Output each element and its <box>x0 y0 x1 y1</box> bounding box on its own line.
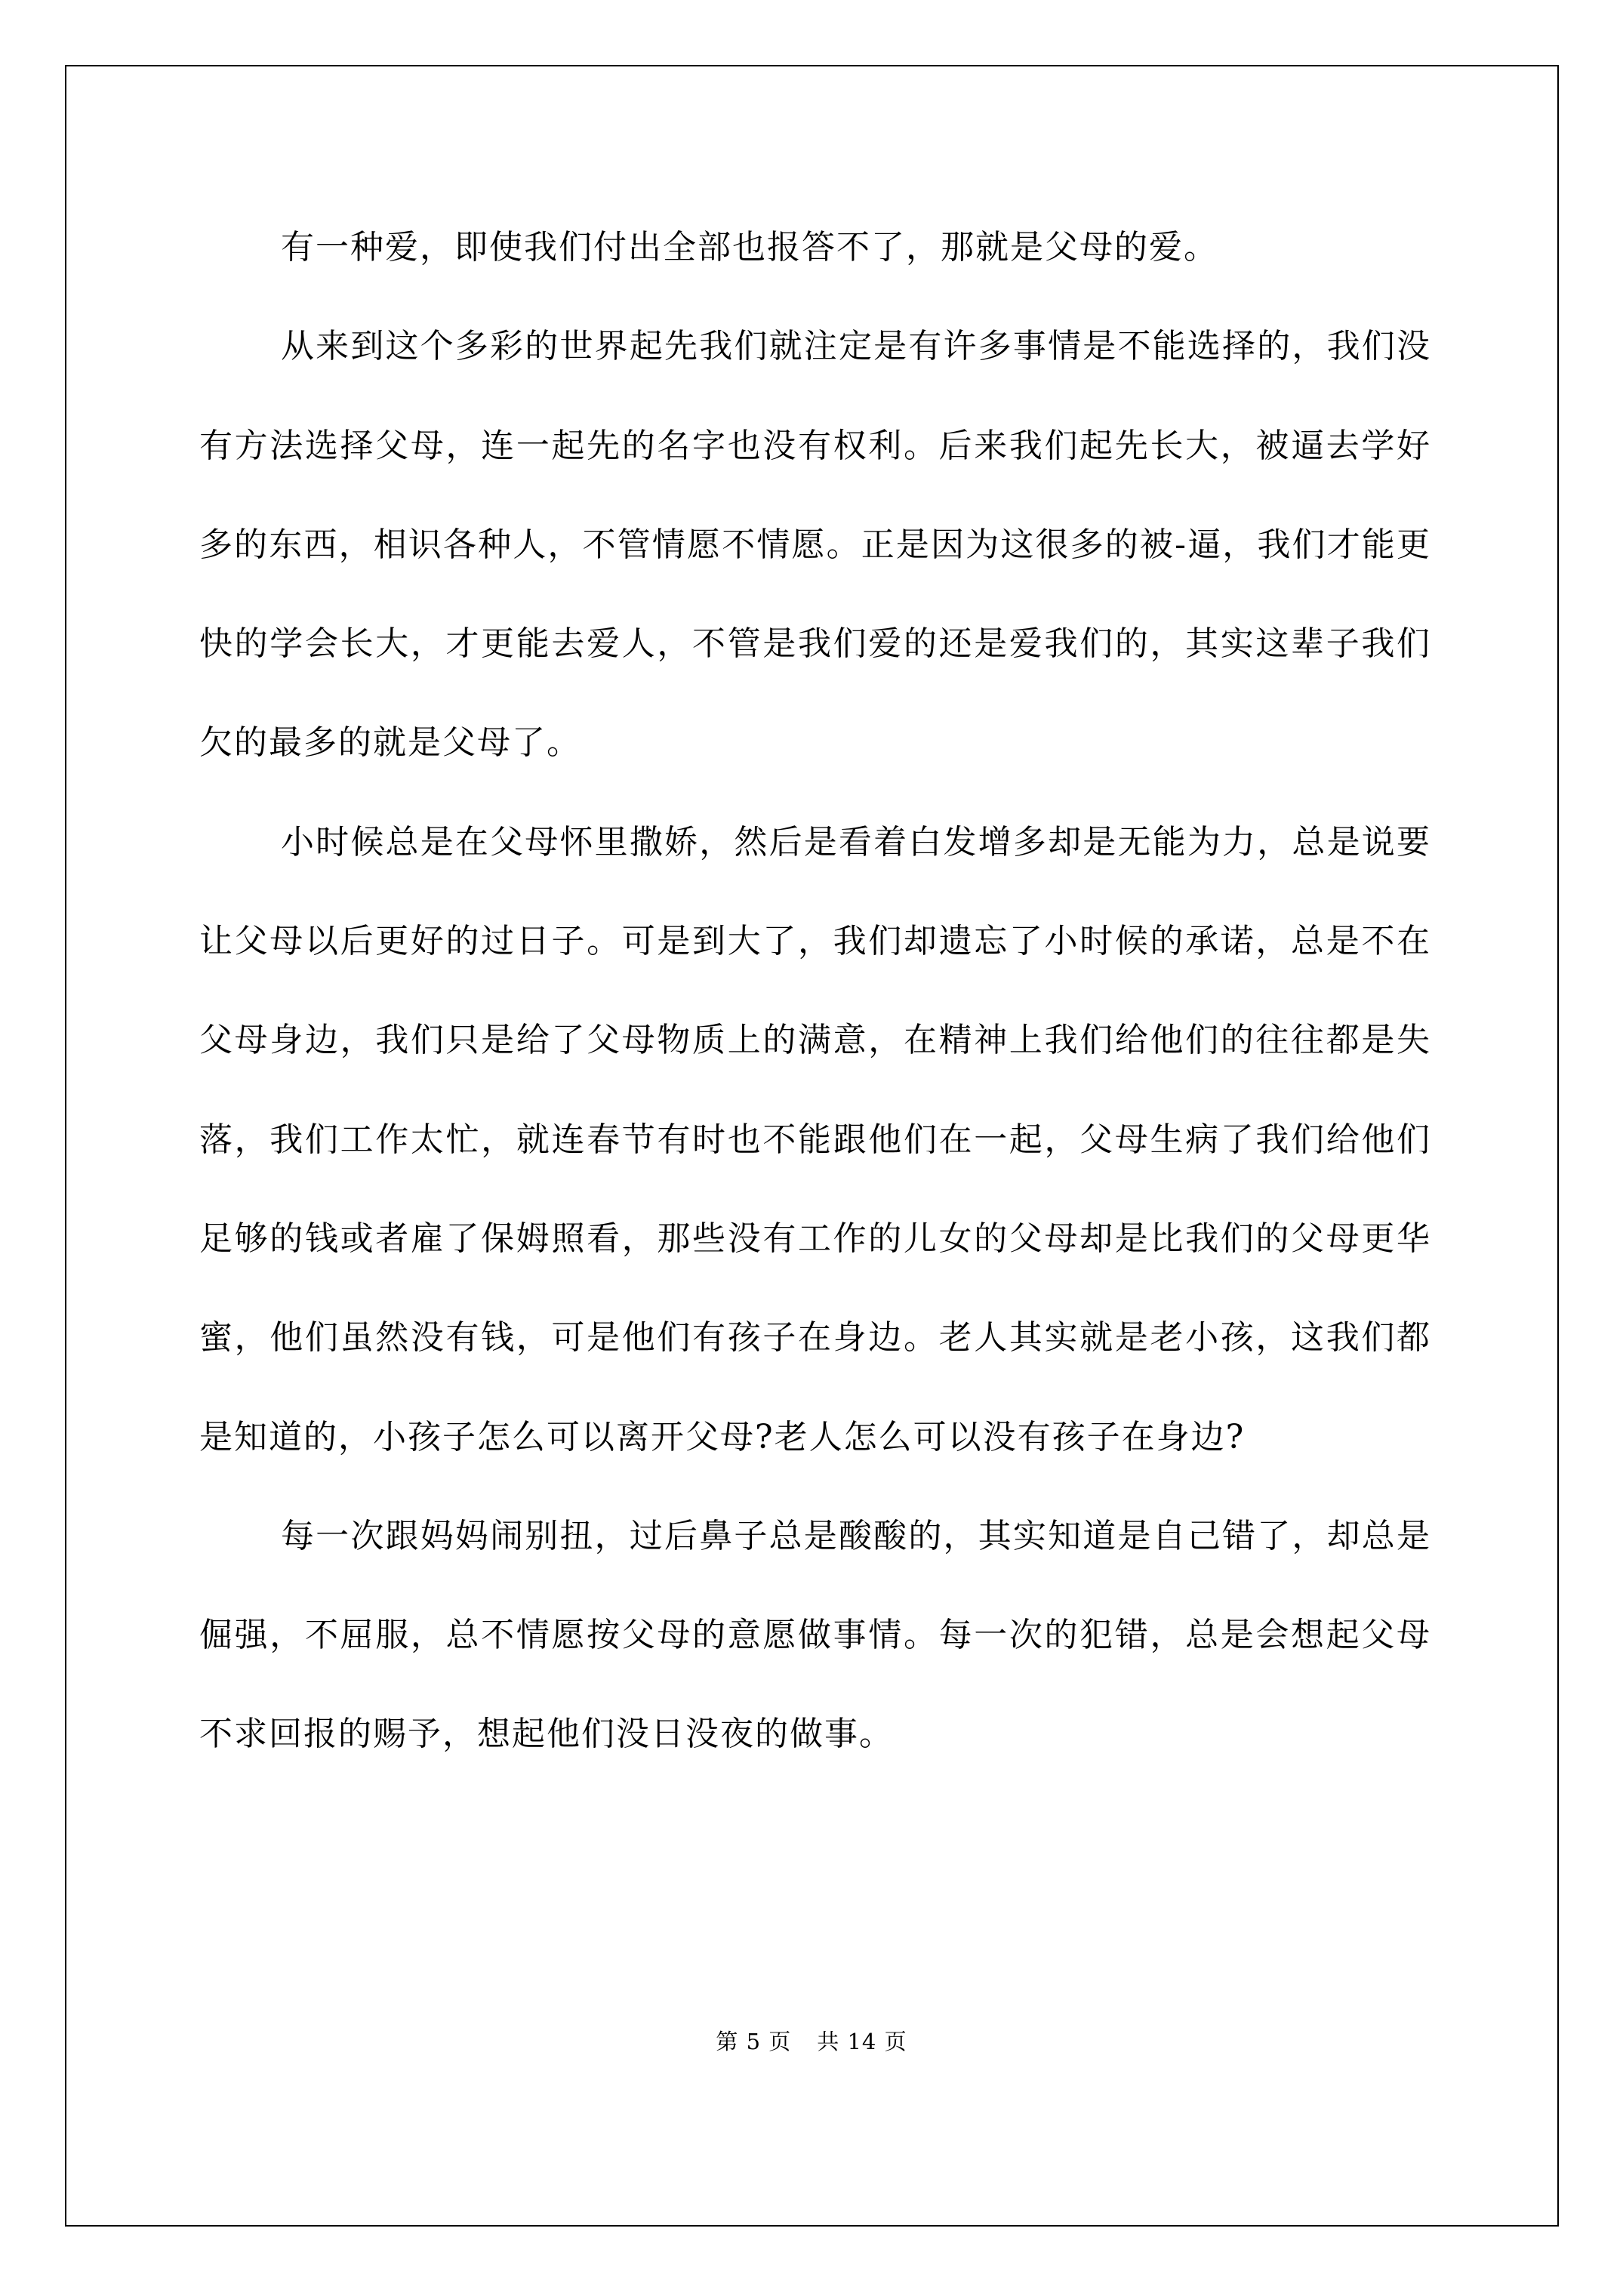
paragraph: 从来到这个多彩的世界起先我们就注定是有许多事情是不能选择的，我们没有方法选择父母，连一起先的名字也没有权利。后来我们起先长大，被逼去学好多的东西，相识各种人，不管情愿不情愿。正是因为这很多的被-逼，我们才能更快的学会长大，才更能去爱人，不管是我们爱的还是爱我们的，其实这辈子我们欠的最多的就是父母了。 <box>199 327 1431 763</box>
paragraph: 每一次跟妈妈闹别扭，过后鼻子总是酸酸的，其实知道是自己错了，却总是倔强，不屈服，总不情愿按父母的意愿做事情。每一次的犯错，总是会想起父母不求回报的赐予，想起他们没日没夜的做事。 <box>199 1516 1431 1754</box>
paragraph: 小时候总是在父母怀里撒娇，然后是看着白发增多却是无能为力，总是说要让父母以后更好的过日子。可是到大了，我们却遗忘了小时候的承诺，总是不在父母身边，我们只是给了父母物质上的满意，在精神上我们给他们的往往都是失落，我们工作太忙，就连春节有时也不能跟他们在一起，父母生病了我们给他们足够的钱或者雇了保姆照看，那些没有工作的儿女的父母却是比我们的父母更华蜜，他们虽然没有钱，可是他们有孩子在身边。老人其实就是老小孩，这我们都是知道的，小孩子怎么可以离开父母?老人怎么可以没有孩子在身边? <box>199 822 1431 1456</box>
paragraph: 有一种爱，即使我们付出全部也报答不了，那就是父母的爱。 <box>281 228 1218 267</box>
page-number: 第 5 页 <box>716 2029 792 2054</box>
page-total: 共 14 页 <box>817 2029 907 2054</box>
page-footer <box>0 2025 1623 2056</box>
document-body <box>199 198 1431 1784</box>
